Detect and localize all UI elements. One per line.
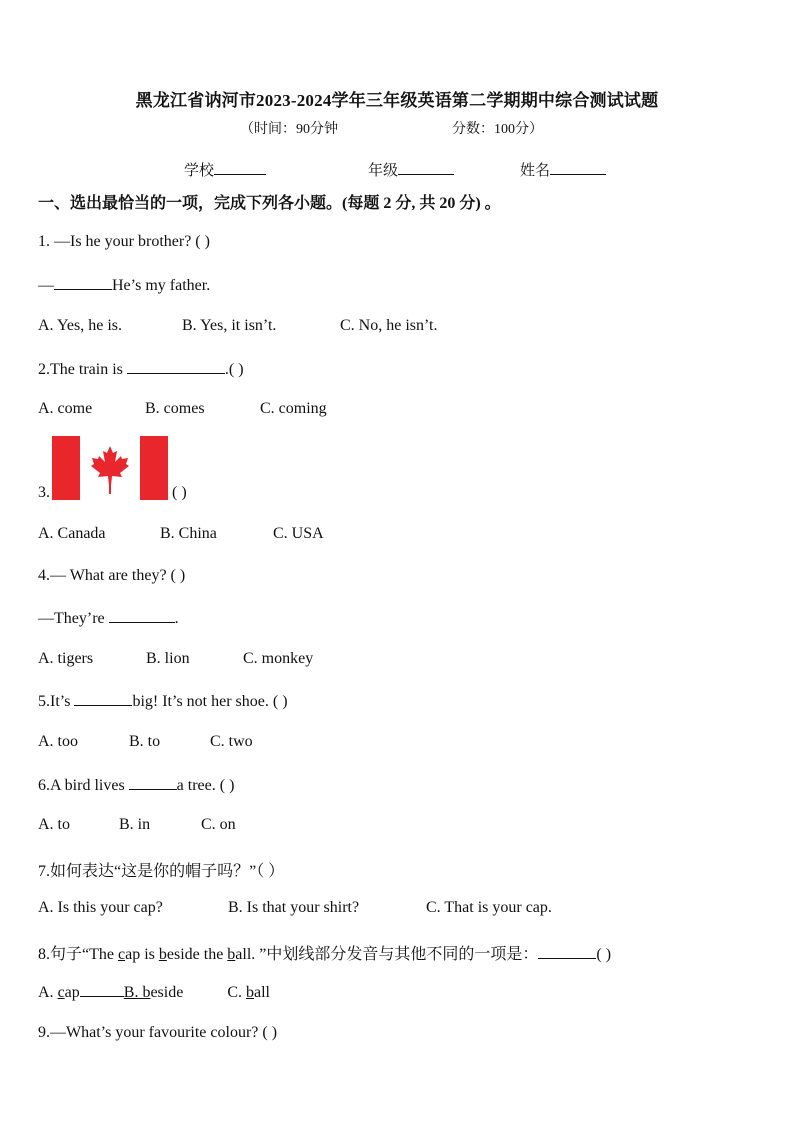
option-a[interactable]: A. Is this your cap? <box>38 899 163 916</box>
stem-text: 8.句子“The <box>38 946 118 963</box>
question-8-stem <box>38 941 611 964</box>
underlined-letter: c <box>57 984 65 1001</box>
option-a[interactable]: A. Yes, he is. <box>38 317 123 334</box>
underlined-letter: c <box>117 946 126 963</box>
option-b[interactable]: B. Is that your shirt? <box>228 899 360 916</box>
question-1-options <box>38 317 437 335</box>
option-letter: B. <box>123 984 143 1001</box>
option-c[interactable]: C. coming <box>260 400 327 417</box>
stem-text: 6.A bird lives <box>38 777 129 794</box>
stem-number: 3. <box>38 484 50 501</box>
question-6-options <box>38 816 236 834</box>
grade-label: 年级 <box>368 163 399 179</box>
name-field[interactable] <box>520 159 606 180</box>
stem-text: all. ”中划线部分发音与其他不同的一项是： <box>235 946 539 963</box>
option-word: ap <box>64 984 80 1001</box>
underlined-letter: b <box>246 984 254 1001</box>
option-b[interactable] <box>124 984 143 1001</box>
option-a[interactable]: A. come <box>38 400 93 417</box>
question-8-options <box>38 982 270 1002</box>
question-5-stem <box>38 691 288 711</box>
grade-blank[interactable] <box>398 160 454 175</box>
stem-text: a tree. ( ) <box>176 777 235 794</box>
stem-text: .( ) <box>224 361 244 378</box>
option-a[interactable]: A. tigers <box>38 650 94 667</box>
option-a[interactable]: A. too <box>38 733 78 750</box>
stem-text: big! It’s not her shoe. ( ) <box>132 693 288 710</box>
option-b[interactable]: B. to <box>129 733 161 750</box>
option-b[interactable]: B. in <box>119 816 151 833</box>
option-a[interactable] <box>38 984 80 1001</box>
answer-text: . <box>174 610 179 627</box>
question-1-stem: 1. —Is he your brother? ( ) <box>38 233 210 250</box>
answer-blank[interactable] <box>538 944 596 959</box>
option-c[interactable]: C. USA <box>273 525 324 542</box>
stem-text: ap is <box>125 946 159 963</box>
grade-field[interactable] <box>368 159 454 180</box>
option-c[interactable]: C. on <box>201 816 236 833</box>
question-4-answer <box>38 608 179 628</box>
underlined-letter: b <box>142 984 151 1001</box>
answer-blank[interactable] <box>54 275 112 290</box>
option-c[interactable]: C. two <box>210 733 253 750</box>
question-7-stem: 7.如何表达“这是你的帽子吗？”（ ） <box>38 863 285 880</box>
exam-time: （时间：90分钟 <box>240 122 338 137</box>
question-2-options <box>38 400 327 418</box>
answer-text: —They’re <box>38 610 109 627</box>
option-letter: C. <box>227 984 246 1001</box>
school-label: 学校 <box>184 163 215 179</box>
exam-score: 分数：100分） <box>452 122 543 137</box>
option-a[interactable]: A. Canada <box>38 525 106 542</box>
name-label: 姓名 <box>520 163 551 179</box>
section-heading: 一、选出最恰当的一项，完成下列各小题。(每题 2 分, 共 20 分) 。 <box>38 195 501 212</box>
underlined-letter: b <box>227 946 236 963</box>
option-word: eside <box>150 984 184 1001</box>
school-field[interactable] <box>184 159 266 180</box>
option-b[interactable]: B. lion <box>146 650 190 667</box>
answer-blank[interactable] <box>74 691 132 706</box>
option-c[interactable]: C. That is your cap. <box>426 899 552 916</box>
stem-text: ( ) <box>172 484 187 501</box>
question-3-options <box>38 525 324 543</box>
question-3-stem <box>38 484 187 502</box>
answer-blank[interactable] <box>109 608 175 623</box>
answer-blank <box>80 982 124 997</box>
option-c[interactable]: C. monkey <box>243 650 314 667</box>
question-5-options <box>38 733 253 751</box>
question-2-stem <box>38 359 244 379</box>
answer-dash: — <box>38 277 54 294</box>
option-letter: A. <box>38 984 58 1001</box>
answer-blank[interactable] <box>127 359 225 374</box>
stem-text: 5.It’s <box>38 693 75 710</box>
question-4-stem: 4.— What are they? ( ) <box>38 567 186 584</box>
underlined-letter: b <box>158 946 167 963</box>
stem-text: 2.The train is <box>38 361 127 378</box>
option-c[interactable] <box>227 984 270 1001</box>
stem-text: eside the <box>166 946 228 963</box>
option-a[interactable]: A. to <box>38 816 70 833</box>
option-b[interactable]: B. China <box>160 525 217 542</box>
question-6-stem <box>38 775 234 795</box>
name-blank[interactable] <box>550 160 606 175</box>
question-9-stem: 9.—What’s your favourite colour? ( ) <box>38 1024 278 1041</box>
question-7-options <box>38 899 552 917</box>
page-title: 黑龙江省讷河市2023-2024学年三年级英语第二学期期中综合测试试题 <box>135 91 659 110</box>
option-c[interactable]: C. No, he isn’t. <box>340 317 438 334</box>
answer-blank[interactable] <box>129 775 177 790</box>
stem-text: ( ) <box>596 946 612 963</box>
question-1-answer <box>38 275 210 295</box>
answer-text: He’s my father. <box>112 277 211 294</box>
option-b[interactable]: B. Yes, it isn’t. <box>182 317 277 334</box>
option-word: all <box>254 984 270 1001</box>
question-4-options <box>38 650 313 668</box>
option-b[interactable]: B. comes <box>145 400 205 417</box>
school-blank[interactable] <box>214 160 266 175</box>
